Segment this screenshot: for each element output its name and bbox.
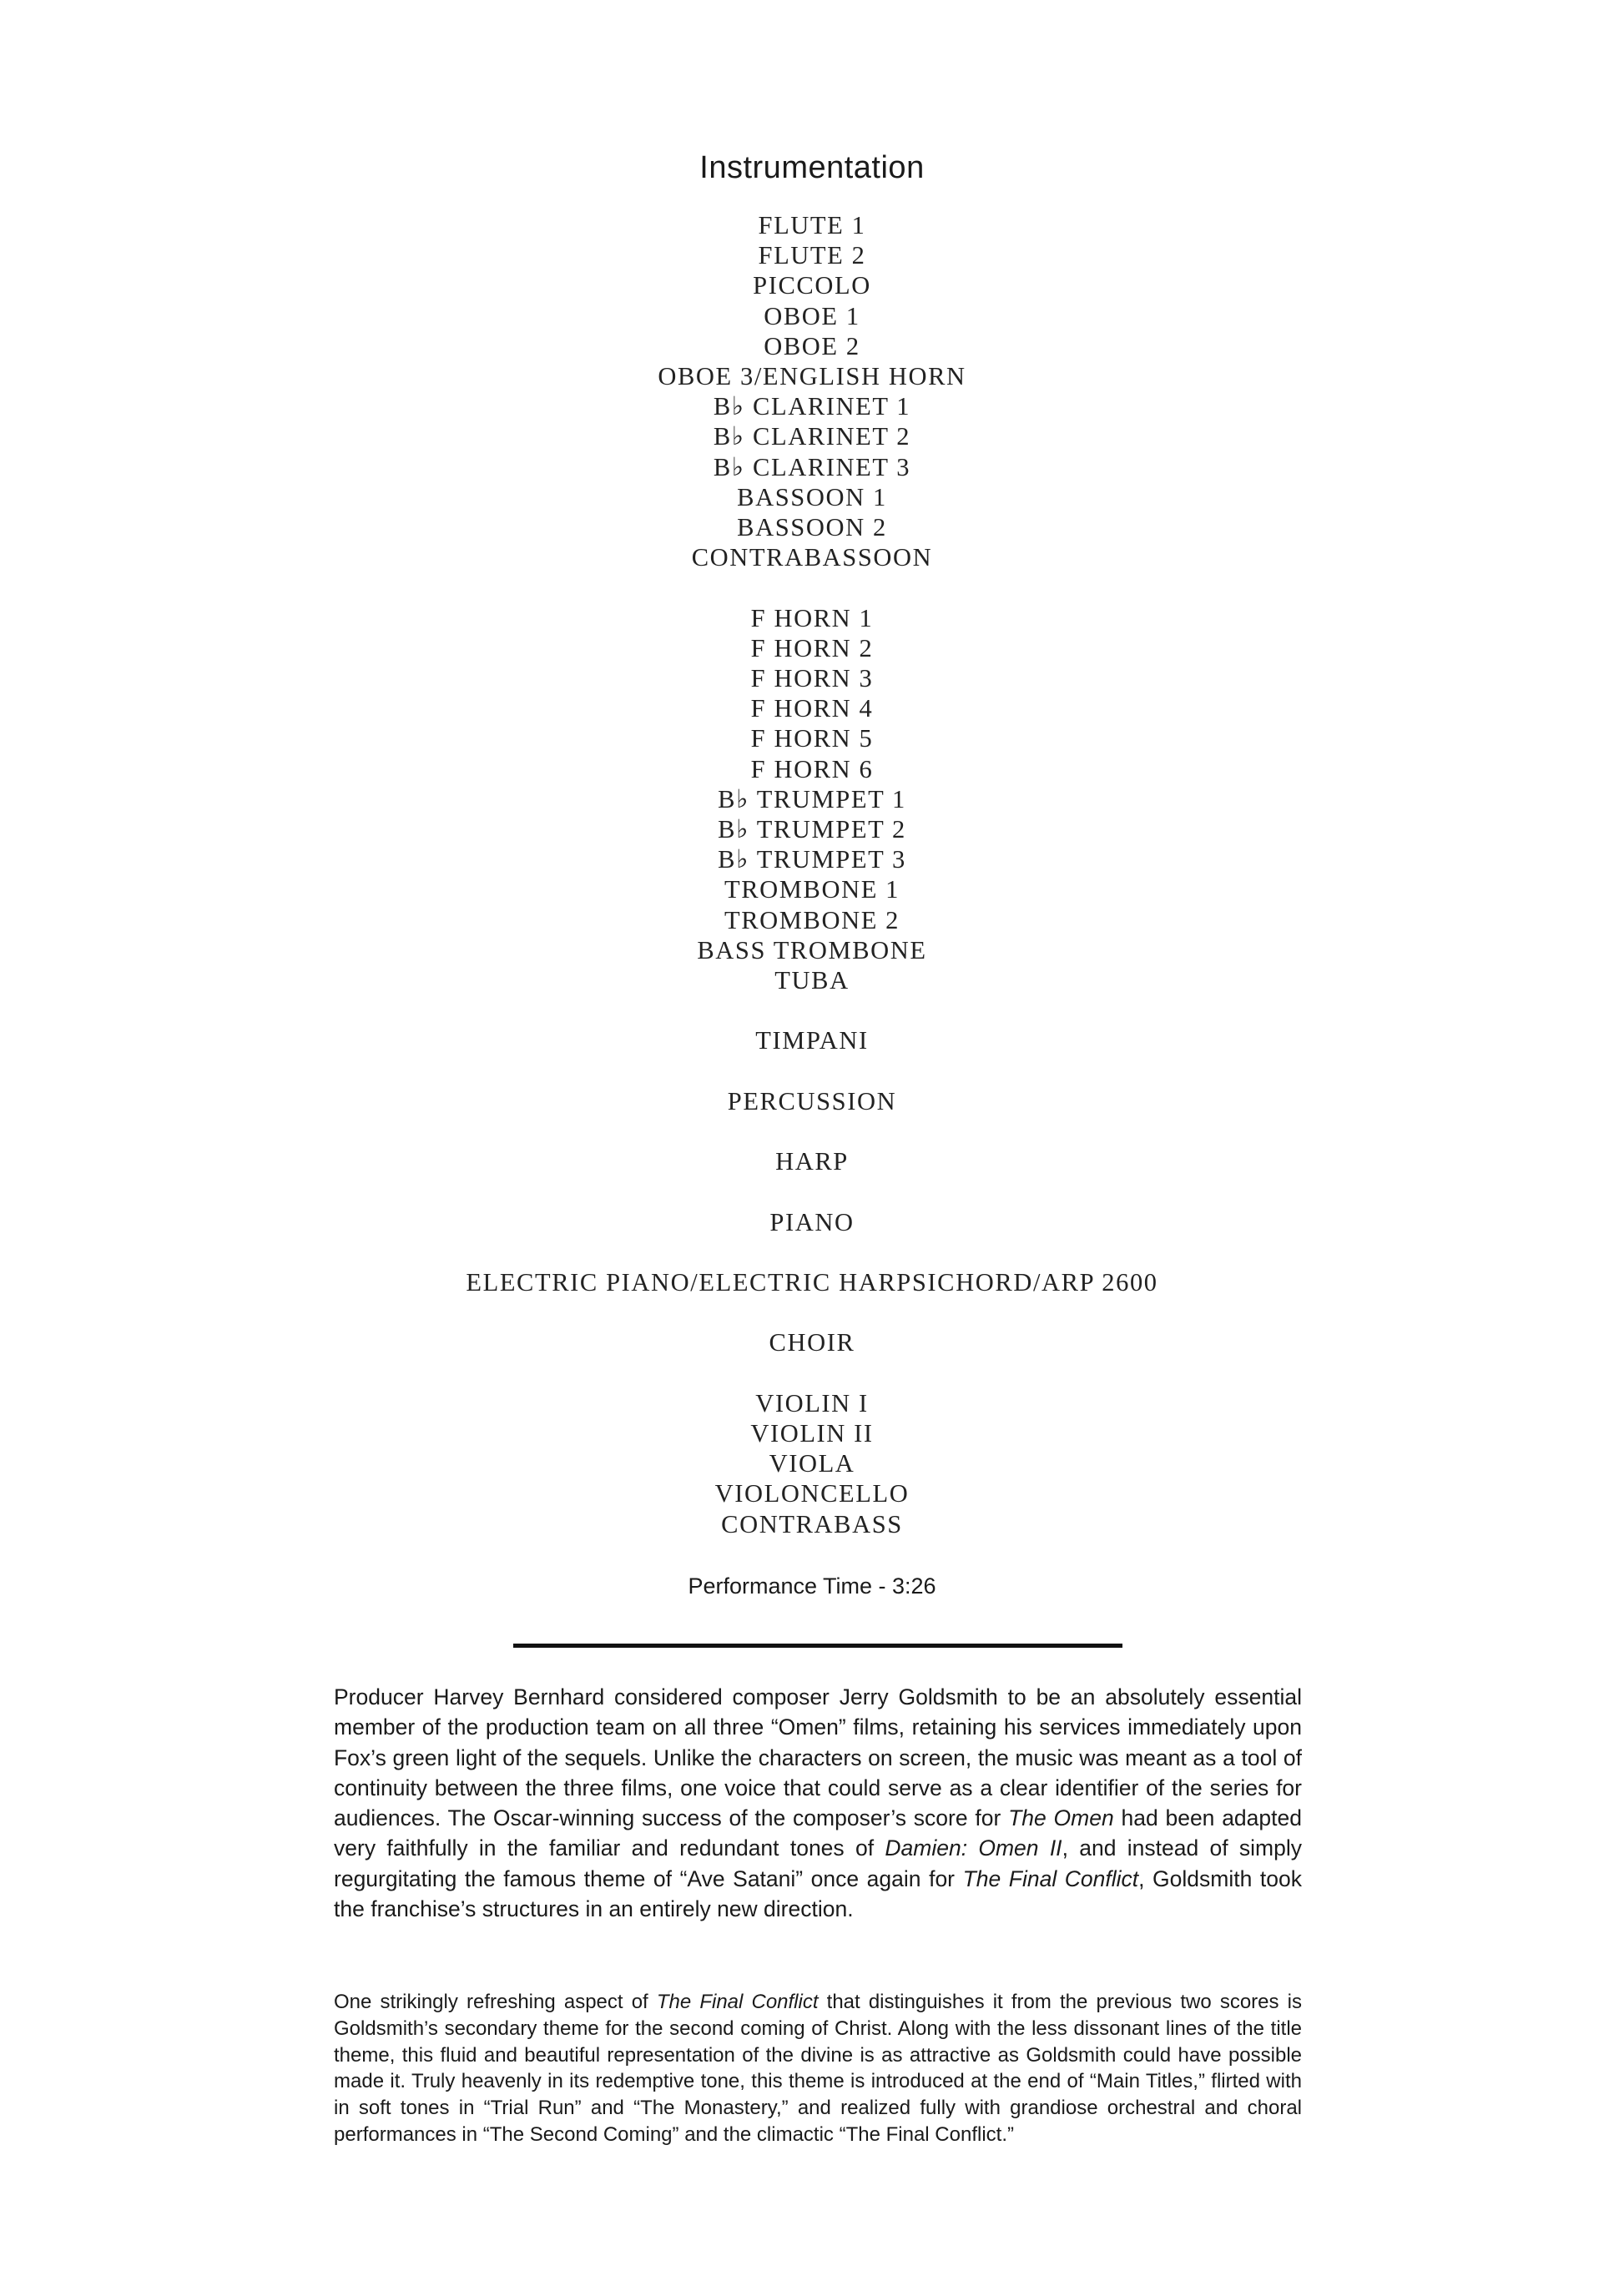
instrument-item: F HORN 4 bbox=[750, 694, 874, 723]
instrument-item: ELECTRIC PIANO/ELECTRIC HARPSICHORD/ARP 2600 bbox=[466, 1268, 1158, 1297]
page-title: Instrumentation bbox=[699, 150, 925, 186]
text-run: , and instead of simply regurgitating the famous theme of “Ave Satani” once again for bbox=[334, 1835, 1302, 1891]
italic-title-run: Damien: Omen II bbox=[885, 1835, 1062, 1861]
instrument-item: PIANO bbox=[769, 1207, 855, 1236]
instrument-item: B♭ TRUMPET 3 bbox=[718, 845, 906, 874]
text-run: that distinguishes it from the previous two scores is Goldsmith’s secondary theme for the second coming of Christ. Along with the less dissonant lines of the title theme, this fluid and beautiful representation of the divine is as attractive as Goldsmith could have possible made it. Truly heavenly in its redemptive tone, this theme is introduced at the end of “Main Titles,” flirted with in soft tones in “Trial Run” and “The Monastery,” and realized fully with grandiose orchestral and choral performances in “The Second Coming” and the climactic “The Final Conflict.” bbox=[334, 1991, 1302, 2146]
instrument-item: TUBA bbox=[774, 966, 850, 995]
instrument-item: VIOLA bbox=[769, 1449, 855, 1478]
instrument-item: B♭ TRUMPET 1 bbox=[718, 784, 906, 813]
instrument-item: F HORN 6 bbox=[750, 754, 874, 783]
instrument-item: OBOE 2 bbox=[764, 331, 860, 360]
instrument-item: B♭ TRUMPET 2 bbox=[718, 815, 906, 844]
instrument-item: CHOIR bbox=[769, 1328, 855, 1357]
instrument-item: F HORN 5 bbox=[750, 724, 874, 753]
instrument-item: FLUTE 1 bbox=[758, 211, 866, 239]
text-run: Producer Harvey Bernhard considered composer Jerry Goldsmith to be an absolutely essential member of the production team on all three “Omen” films, retaining his services immediately upon Fox’s green light of the sequels. Unlike the characters on screen, the music was meant as a tool of continuity between the three films, one voice that could serve as a clear identifier of the series for audiences. The Oscar-winning success of the composer’s score for bbox=[334, 1684, 1302, 1831]
text-run: One strikingly refreshing aspect of bbox=[334, 1991, 657, 2013]
instrument-item: VIOLIN II bbox=[750, 1419, 874, 1448]
instrument-item: F HORN 1 bbox=[750, 603, 874, 632]
text-run: had been adapted very faithfully in the familiar and redundant tones of bbox=[334, 1805, 1302, 1861]
instrument-item: F HORN 2 bbox=[750, 633, 874, 662]
italic-title-run: The Final Conflict bbox=[962, 1866, 1139, 1891]
instrument-item: VIOLIN I bbox=[755, 1388, 869, 1417]
text-run: , Goldsmith took the franchise’s structures in an entirely new direction. bbox=[334, 1866, 1302, 1922]
instrument-item: BASS TROMBONE bbox=[697, 935, 927, 964]
instrument-item: OBOE 3/ENGLISH HORN bbox=[658, 362, 966, 391]
instrument-item: B♭ CLARINET 3 bbox=[713, 452, 911, 481]
instrument-item: TROMBONE 1 bbox=[724, 875, 900, 904]
instrument-item: PICCOLO bbox=[753, 271, 871, 300]
italic-title-run: The Omen bbox=[1008, 1805, 1114, 1831]
instrument-item: PERCUSSION bbox=[727, 1086, 897, 1115]
instrument-item: CONTRABASS bbox=[721, 1509, 903, 1538]
instrument-item: B♭ CLARINET 1 bbox=[713, 392, 911, 421]
instrument-list bbox=[0, 210, 1624, 1539]
instrument-item: CONTRABASSOON bbox=[691, 543, 933, 572]
instrument-item: B♭ CLARINET 2 bbox=[713, 422, 911, 451]
instrument-item: BASSOON 2 bbox=[737, 513, 887, 542]
instrument-item: OBOE 1 bbox=[764, 301, 860, 330]
instrument-item: FLUTE 2 bbox=[758, 241, 866, 270]
instrument-item: HARP bbox=[775, 1147, 849, 1176]
instrument-item: VIOLONCELLO bbox=[714, 1479, 910, 1508]
section-divider bbox=[513, 1644, 1122, 1648]
italic-title-run: The Final Conflict bbox=[656, 1991, 819, 2013]
instrument-item: F HORN 3 bbox=[750, 664, 874, 693]
liner-notes-paragraph-2 bbox=[334, 1989, 1302, 2148]
instrument-item: TIMPANI bbox=[755, 1026, 869, 1055]
performance-time: Performance Time - 3:26 bbox=[688, 1573, 936, 1599]
instrument-item: BASSOON 1 bbox=[737, 482, 887, 511]
liner-notes-paragraph-1 bbox=[334, 1682, 1302, 1924]
instrument-item: TROMBONE 2 bbox=[724, 905, 900, 934]
